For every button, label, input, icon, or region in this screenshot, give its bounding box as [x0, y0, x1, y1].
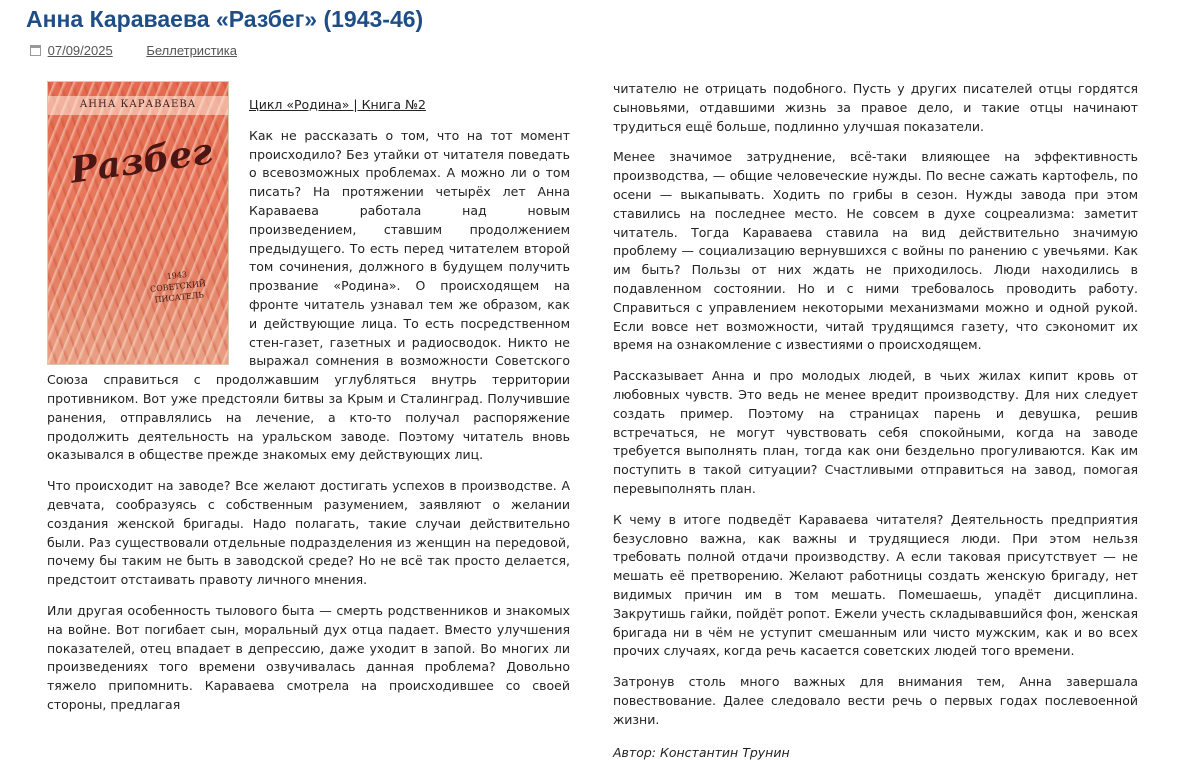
- paragraph: Что происходит на заводе? Все желают достигать успехов в производстве. А девчата, сообразуясь с собственным разумением, заявляют о желании создания женской бригады. Надо полагать, такие случаи действительно были. Раз существовали отдельные подразделения из женщин на передовой, почему бы таким не быть в заводской среде? Но не всё так просто делается, предстоит отстаивать правоту личного мнения.: [47, 478, 570, 588]
- cover-publisher-line2: ПИСАТЕЛЬ: [154, 290, 205, 305]
- article-title: Анна Караваева «Разбег» (1943-46): [26, 6, 424, 32]
- cover-imprint: [148, 267, 207, 306]
- right-column: [613, 80, 1138, 774]
- calendar-icon: [30, 45, 41, 56]
- article-meta: [30, 43, 237, 58]
- paragraph: Затронув столь много важных для внимания тем, Анна завершала повествование. Далее следовало вести речь о первых годах послевоенной жизни.: [613, 674, 1138, 727]
- cover-author: АННА КАРАВАЕВА: [48, 96, 228, 115]
- cover-publisher-line1: СОВЕТСКИЙ: [149, 279, 207, 294]
- author-signature: Автор: Константин Трунин: [613, 744, 790, 760]
- book-cover-image: [47, 81, 229, 365]
- left-column: [47, 78, 570, 727]
- article-date-link[interactable]: 07/09/2025: [47, 43, 113, 58]
- paragraph: читателю не отрицать подобного. Пусть у других писателей отцы гордятся сыновьями, отдавшими жизнь за правое дело, и такие отцы начинают трудиться ещё больше, подлинно улучшая показатели.: [613, 81, 1138, 134]
- paragraph: Как не рассказать о том, что на тот момент происходило? Без утайки от читателя поведать о всевозможных проблемах. А можно ли о том писать? На протяжении четырёх лет Анна Караваева работала над новым произведением, ставшим продолжением предыдущего. То есть перед читателем второй том сочинения, должного в будущем получить прозвание «Родина». О происходящем на фронте читатель узнавал тем же образом, как и действующие лица. То есть посредственном стен-газет, газетных и радиосводок. Никто не выражал сомнения в возможности Советского Союза справиться с продолжавшим углубляться внутрь территории противником. Вот уже предстояли битвы за Крым и Сталинград. Получившие ранения, отправлялись на лечение, а кто-то получал распоряжение продолжить деятельность на уральском заводе. Поэтому читатель вновь оказывался в обществе прежде знакомых ему действующих лиц.: [47, 127, 570, 463]
- paragraph: К чему в итоге подведёт Караваева читателя? Деятельность предприятия безусловно важна, как важны и трудящиеся люди. При этом нельзя требовать полной отдачи производству. А если таковая присутствует — не мешать её претворению. Желают работницы создать женскую бригаду, нет видимых причин им в том мешать. Помешаешь, упадёт дисциплина. Закрутишь гайки, пойдёт ропот. Ежели учесть складывавшийся фон, женская бригада ни в чём не уступит смешанным или чисто мужским, как и во всех прочих случаях, когда речь касается советских людей того времени.: [613, 511, 1138, 659]
- cover-year: 1943: [166, 270, 188, 282]
- cycle-link[interactable]: Цикл «Родина» | Книга №2: [249, 97, 426, 112]
- paragraph: Менее значимое затруднение, всё-таки влияющее на эффективность производства, — общие человеческие нужды. По весне сажать картофель, по осени — выкапывать. Ходить по грибы в сезон. Нужды завода при этом ставились на последнее место. Не совсем в духе соцреализма: заметит читатель. Тогда Караваева ставила на вид действительно значимую проблему — социализацию вернувшихся с войны по ранению с увечьями. Как им быть? Пользы от них ждать не приходилось. Люди находились в подавленном состоянии. Но и с ними требовалось проводить работу. Справиться с управлением некоторыми механизмами можно и одной рукой. Если вовсе нет возможности, читай трудящимся газету, что сэкономит их время на ознакомление с известиями о происходящем.: [613, 149, 1138, 353]
- paragraph: Рассказывает Анна и про молодых людей, в чьих жилах кипит кровь от любовных чувств. Это ведь не менее вредит производству. Для них следует создать пример. Поэтому на страницах парень и девушка, решив встречаться, не могут чувствовать себя спокойными, когда на заводе требуется выполнять план, тогда как они бездельно прогуливаются. Как им поступить в такой ситуации? Счастливыми отправиться на завод, помогая перевыполнять план.: [613, 368, 1138, 496]
- category-link[interactable]: Беллетристика: [146, 43, 237, 58]
- cover-title: Разбег: [67, 130, 215, 192]
- paragraph: Или другая особенность тылового быта — смерть родственников и знакомых на войне. Вот погибает сын, моральный дух отца падает. Вместо улучшения показателей, отец впадает в депрессию, даже уходит в запой. Во многих ли произведениях того времени озвучивалась данная проблема? Довольно тяжело припомнить. Караваева смотрела на происходившее со своей стороны, предлагая: [47, 602, 570, 712]
